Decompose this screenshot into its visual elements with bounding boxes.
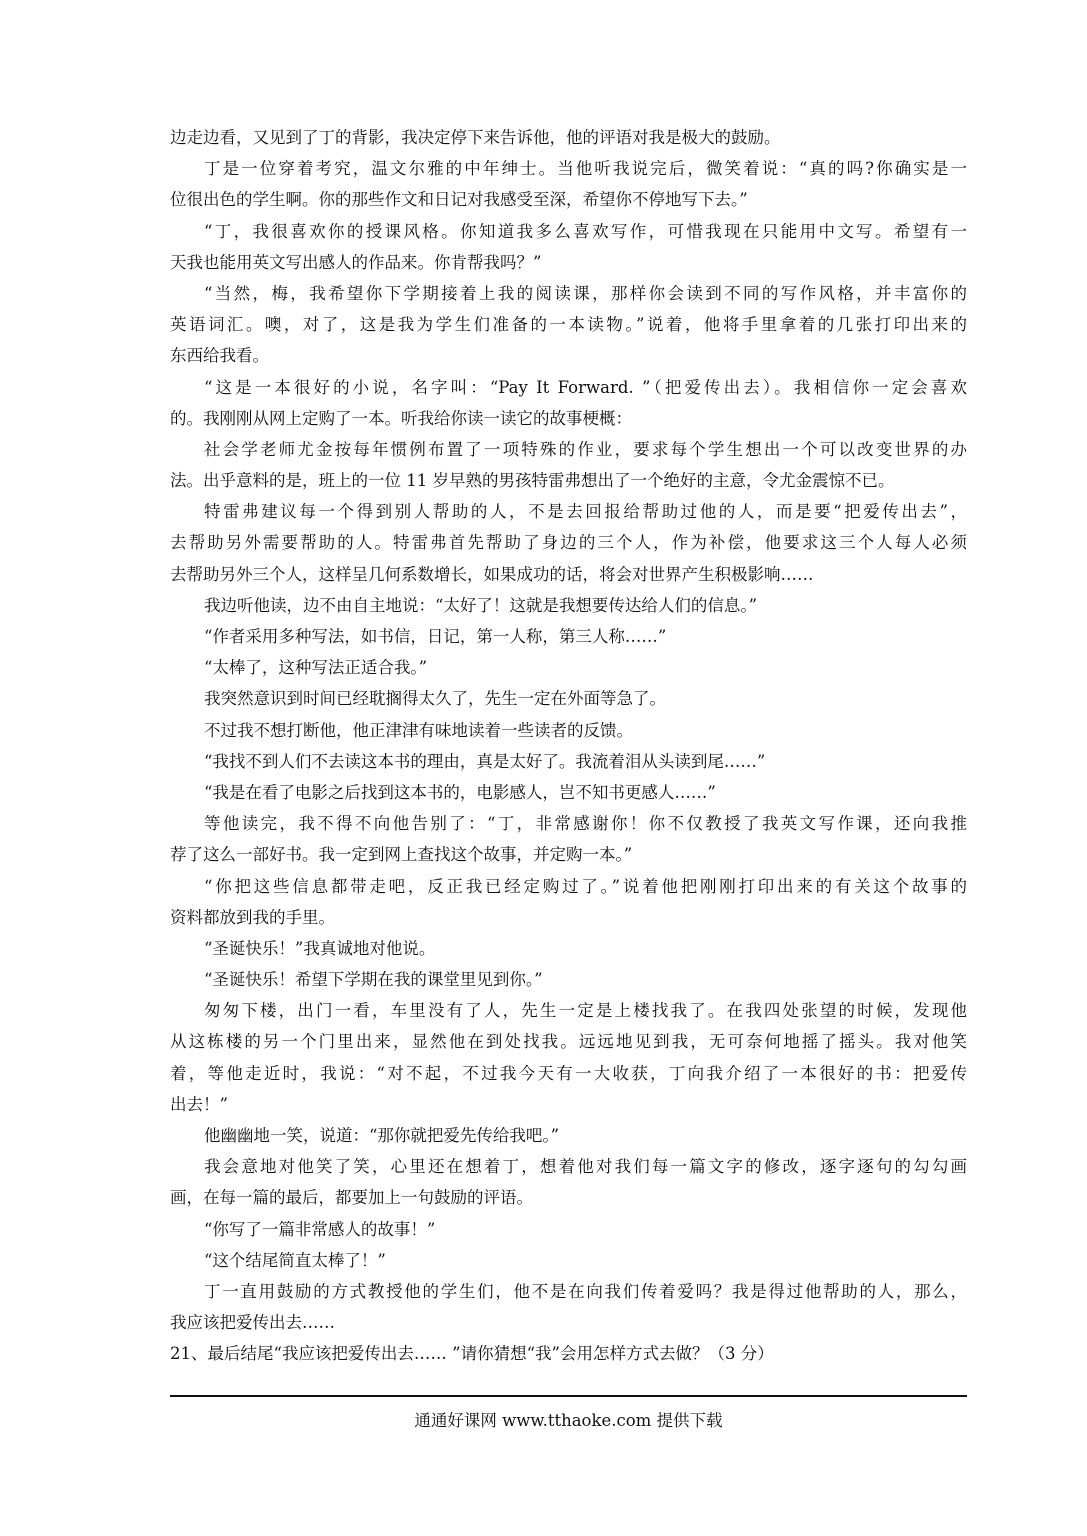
paragraph	[170, 808, 967, 870]
paragraph	[170, 652, 967, 683]
paragraph-line: “丁，我很喜欢你的授课风格。你知道我多么喜欢写作，可惜我现在只能用中文写。希望有一	[204, 221, 967, 241]
paragraph-line: “当然，梅，我希望你下学期接着上我的阅读课，那样你会读到不同的写作风格，并丰富你的	[204, 283, 967, 303]
paragraph-line: 我会意地对他笑了笑，心里还在想着丁，想着他对我们每一篇文字的修改，逐字逐句的勾勾画	[204, 1157, 967, 1177]
paragraph	[170, 122, 967, 153]
paragraph	[170, 1245, 967, 1276]
article-body	[170, 122, 967, 1370]
paragraph	[170, 434, 967, 496]
paragraph-line: 资料都放到我的手里。	[170, 907, 335, 927]
paragraph	[170, 153, 967, 215]
paragraph-line: 我应该把爱传出去……	[170, 1313, 335, 1333]
paragraph	[170, 1120, 967, 1151]
paragraph-line: 位很出色的学生啊。你的那些作文和日记对我感受至深，希望你不停地写下去。”	[170, 190, 748, 210]
paragraph-line: 的。我刚刚从网上定购了一本。听我给你读一读它的故事梗概：	[170, 408, 632, 428]
footer-divider	[170, 1395, 967, 1397]
paragraph-line: 不过我不想打断他，他正津津有味地读着一些读者的反馈。	[204, 720, 633, 740]
paragraph-line: “圣诞快乐！”我真诚地对他说。	[204, 938, 436, 958]
document-page	[170, 0, 967, 1536]
paragraph-line: “我找不到人们不去读这本书的理由，真是太好了。我流着泪从头读到尾……”	[204, 751, 766, 771]
paragraph-line: 去帮助另外三个人，这样呈几何系数增长，如果成功的话，将会对世界产生积极影响……	[170, 564, 814, 584]
paragraph	[170, 746, 967, 777]
paragraph	[170, 964, 967, 995]
paragraph-line: 边走边看，又见到了丁的背影，我决定停下来告诉他，他的评语对我是极大的鼓励。	[170, 128, 781, 147]
paragraph	[170, 278, 967, 372]
paragraph	[170, 683, 967, 714]
paragraph-line: 匆匆下楼，出门一看，车里没有了人，先生一定是上楼找我了。在我四处张望的时候，发现他	[204, 1001, 967, 1021]
paragraph-line: 法。出乎意料的是，班上的一位 11 岁早熟的男孩特雷弗想出了一个绝好的主意，令尤金震惊不已。	[170, 471, 895, 491]
paragraph	[170, 777, 967, 808]
paragraph-line: 社会学老师尤金按每年惯例布置了一项特殊的作业，要求每个学生想出一个可以改变世界的办	[204, 439, 967, 459]
paragraph-line: 去帮助另外需要帮助的人。特雷弗首先帮助了身边的三个人，作为补偿，他要求这三个人每人必须	[170, 533, 967, 553]
paragraph	[170, 372, 967, 434]
paragraph-line: 他幽幽地一笑，说道：“那你就把爱先传给我吧。”	[204, 1126, 560, 1145]
paragraph-line: 着，等他走近时，我说：“对不起，不过我今天有一大收获，丁向我介绍了一本很好的书：把爱传	[170, 1063, 967, 1083]
paragraph-line: “圣诞快乐！希望下学期在我的课堂里见到你。”	[204, 970, 543, 990]
paragraph-line: 等他读完，我不得不向他告别了：“丁，非常感谢你！你不仅教授了我英文写作课，还向我推	[204, 814, 967, 834]
page-footer: 通通好课网 www.tthaoke.com 提供下载	[414, 1411, 723, 1430]
paragraph-line: 出去！”	[170, 1094, 228, 1114]
paragraph	[170, 715, 967, 746]
paragraph	[170, 1276, 967, 1338]
paragraph-line: 东西给我看。	[170, 346, 269, 366]
paragraph-line: “太棒了，这种写法正适合我。”	[204, 658, 428, 678]
paragraph	[170, 995, 967, 1120]
paragraph-line: 天我也能用英文写出感人的作品来。你肯帮我吗？”	[170, 252, 542, 272]
paragraph-line: 画，在每一篇的最后，都要加上一句鼓励的评语。	[170, 1188, 533, 1208]
paragraph-line: “作者采用多种写法，如书信，日记，第一人称，第三人称……”	[204, 627, 667, 646]
question-21: 21、最后结尾“我应该把爱传出去…… ”请你猜想“我”会用怎样方式去做？（3 分）	[170, 1344, 774, 1364]
paragraph	[170, 216, 967, 278]
paragraph	[170, 1214, 967, 1245]
paragraph	[170, 496, 967, 590]
paragraph-line: 从这栋楼的另一个门里出来，显然他在到处找我。远远地见到我，无可奈何地摇了摇头。我对他笑	[170, 1032, 967, 1052]
paragraph-line: “这个结尾简直太棒了！”	[204, 1250, 386, 1270]
paragraph	[170, 590, 967, 621]
paragraph-line: 我边听他读，边不由自主地说：“太好了！这就是我想要传达给人们的信息。”	[204, 595, 758, 615]
paragraph-line: 丁是一位穿着考究，温文尔雅的中年绅士。当他听我说完后，微笑着说：“真的吗?你确实是一	[204, 159, 967, 179]
paragraph-line: “你把这些信息都带走吧，反正我已经定购过了。”说着他把刚刚打印出来的有关这个故事的	[204, 876, 967, 896]
paragraph-line: 我突然意识到时间已经耽搁得太久了，先生一定在外面等急了。	[204, 689, 666, 709]
paragraph-line: “这是一本很好的小说，名字叫：“Pay It Forward. ”（把爱传出去）。我相信你一定会喜欢	[204, 377, 967, 397]
paragraph	[170, 933, 967, 964]
paragraph-line: 丁一直用鼓励的方式教授他的学生们，他不是在向我们传着爱吗？我是得过他帮助的人，那么，	[204, 1281, 967, 1301]
paragraph-line: “你写了一篇非常感人的故事！”	[204, 1219, 436, 1239]
paragraph-line: “我是在看了电影之后找到这本书的，电影感人，岂不知书更感人……”	[204, 782, 716, 802]
paragraph-line: 荐了这么一部好书。我一定到网上查找这个故事，并定购一本。”	[170, 845, 633, 865]
paragraph-line: 特雷弗建议每一个得到别人帮助的人，不是去回报给帮助过他的人，而是要“把爱传出去”，	[204, 502, 967, 522]
paragraph-line: 英语词汇。噢，对了，这是我为学生们准备的一本读物。”说着，他将手里拿着的几张打印出来的	[170, 315, 967, 335]
paragraph	[170, 621, 967, 652]
paragraph	[170, 871, 967, 933]
paragraph	[170, 1151, 967, 1213]
